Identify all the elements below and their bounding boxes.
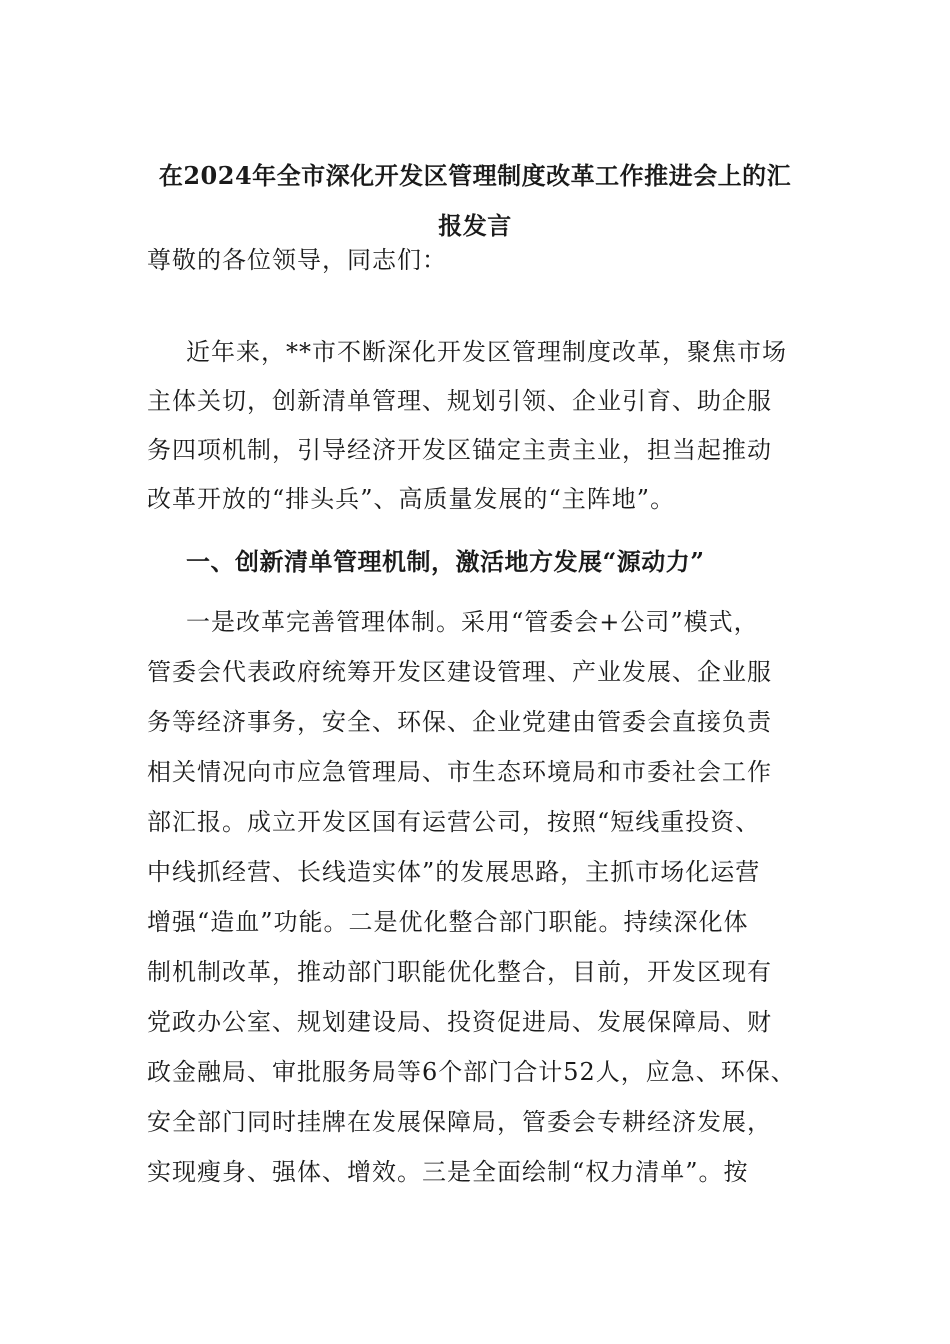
- section-1-line-6: 中线抓经营、长线造实体”的发展思路，主抓市场化运营: [147, 858, 761, 886]
- section-1-line-11: 安全部门同时挂牌在发展保障局，管委会专耕经济发展，: [147, 1108, 772, 1136]
- section-1-heading: 一、创新清单管理机制，激活地方发展“源动力”: [186, 547, 705, 576]
- section-1-line-9: 党政办公室、规划建设局、投资促进局、发展保障局、财: [147, 1008, 772, 1036]
- section-1-line-10: 政金融局、审批服务局等6个部门合计52人，应急、环保、: [147, 1058, 796, 1086]
- section-1-line-8: 制机制改革，推动部门职能优化整合，目前，开发区现有: [147, 958, 772, 986]
- document-title-line-1: 在2024年全市深化开发区管理制度改革工作推进会上的汇: [158, 161, 792, 190]
- section-1-line-12: 实现瘦身、强体、增效。三是全面绘制“权力清单”。按: [147, 1158, 749, 1186]
- document-title-line-2: 报发言: [438, 211, 512, 240]
- intro-line-2: 主体关切，创新清单管理、规划引领、企业引育、助企服: [147, 387, 772, 415]
- section-1-line-7: 增强“造血”功能。二是优化整合部门职能。持续深化体: [147, 908, 749, 936]
- section-1-line-3: 务等经济事务，安全、环保、企业党建由管委会直接负责: [147, 708, 772, 736]
- intro-line-4: 改革开放的“排头兵”、高质量发展的“主阵地”。: [147, 485, 676, 513]
- section-1-line-1: 一是改革完善管理体制。采用“管委会+公司”模式，: [186, 608, 759, 636]
- section-1-line-4: 相关情况向市应急管理局、市生态环境局和市委社会工作: [147, 758, 772, 786]
- section-1-line-5: 部汇报。成立开发区国有运营公司，按照“短线重投资、: [147, 808, 761, 836]
- intro-line-1: 近年来，**市不断深化开发区管理制度改革，聚焦市场: [186, 338, 787, 366]
- intro-line-3: 务四项机制，引导经济开发区锚定主责主业，担当起推动: [147, 436, 772, 464]
- salutation: 尊敬的各位领导，同志们：: [147, 246, 447, 274]
- section-1-line-2: 管委会代表政府统筹开发区建设管理、产业发展、企业服: [147, 658, 772, 686]
